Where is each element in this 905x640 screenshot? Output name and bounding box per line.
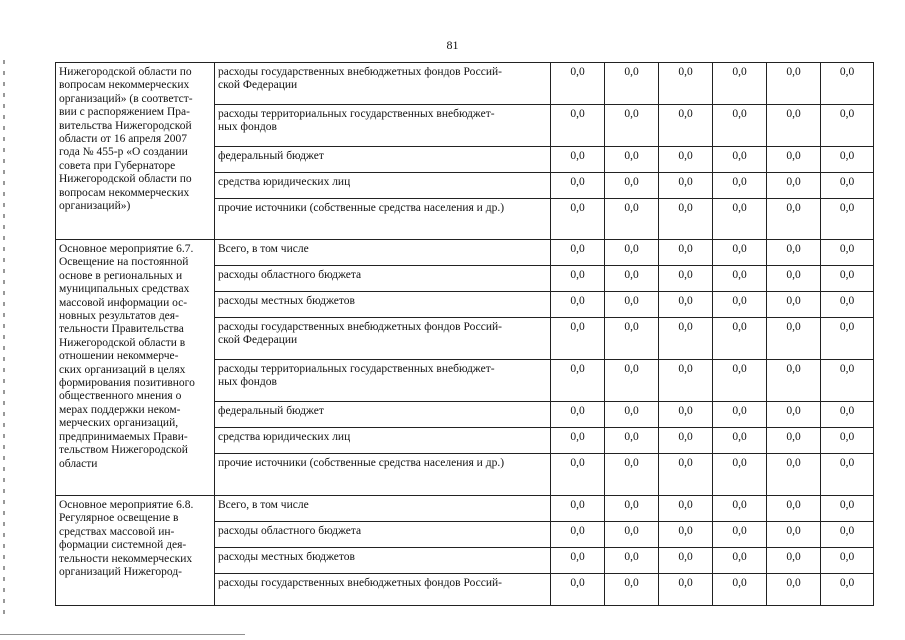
value-cell: 0,0 <box>551 173 605 199</box>
funding-source-text: федеральный бюджет <box>218 405 324 417</box>
program-text-line: Нижегородской области по <box>59 173 192 186</box>
funding-source-cell <box>215 63 551 105</box>
program-text-line: тельством Нижегородской <box>59 444 188 457</box>
funding-table <box>55 62 874 606</box>
funding-source-text: расходы местных бюджетов <box>218 551 355 563</box>
program-text-line: вопросам некоммерческих <box>59 79 190 92</box>
funding-source-cell <box>215 318 551 360</box>
funding-source-text: расходы областного бюджета <box>218 525 362 537</box>
table-row <box>56 240 874 266</box>
program-cell <box>56 240 215 496</box>
value-cell: 0,0 <box>551 292 605 318</box>
value-cell: 0,0 <box>767 496 821 522</box>
value-cell: 0,0 <box>767 147 821 173</box>
value-cell: 0,0 <box>821 360 874 402</box>
program-text-line: совета при Губернаторе <box>59 159 176 172</box>
value-cell: 0,0 <box>551 199 605 240</box>
funding-source-text: Всего, в том числе <box>218 499 309 511</box>
value-cell: 0,0 <box>713 574 767 606</box>
table-body <box>56 63 874 606</box>
value-cell: 0,0 <box>713 548 767 574</box>
funding-source-text: расходы территориальных государственных внебюджет- <box>218 108 495 120</box>
value-cell: 0,0 <box>605 266 659 292</box>
value-cell: 0,0 <box>713 522 767 548</box>
program-text-line: основе в региональных и <box>59 269 183 282</box>
program-text-line: вопросам некоммерческих <box>59 186 190 199</box>
funding-source-cell <box>215 240 551 266</box>
value-cell: 0,0 <box>713 240 767 266</box>
funding-source-text: ской Федерации <box>218 79 298 92</box>
value-cell: 0,0 <box>659 147 713 173</box>
funding-source-cell <box>215 496 551 522</box>
value-cell: 0,0 <box>659 318 713 360</box>
program-text-line: Нижегородской области по <box>59 66 192 78</box>
value-cell: 0,0 <box>767 292 821 318</box>
value-cell: 0,0 <box>821 173 874 199</box>
funding-source-text: расходы областного бюджета <box>218 269 362 281</box>
funding-source-cell <box>215 147 551 173</box>
funding-source-cell <box>215 574 551 606</box>
value-cell: 0,0 <box>767 522 821 548</box>
value-cell: 0,0 <box>767 428 821 454</box>
value-cell: 0,0 <box>821 548 874 574</box>
value-cell: 0,0 <box>821 402 874 428</box>
value-cell: 0,0 <box>605 360 659 402</box>
value-cell: 0,0 <box>821 105 874 147</box>
value-cell: 0,0 <box>551 548 605 574</box>
value-cell: 0,0 <box>821 292 874 318</box>
program-text-line: новных результатов дея- <box>59 310 179 323</box>
funding-source-cell <box>215 522 551 548</box>
value-cell: 0,0 <box>713 173 767 199</box>
value-cell: 0,0 <box>551 574 605 606</box>
program-text-line: ских организаций в целях <box>59 363 186 376</box>
value-cell: 0,0 <box>767 454 821 496</box>
funding-source-text: прочие источники (собственные средства населения и др.) <box>218 457 505 469</box>
program-text-line: формации системной дея- <box>59 539 187 552</box>
value-cell: 0,0 <box>551 402 605 428</box>
value-cell: 0,0 <box>659 63 713 105</box>
program-text-line: области от 16 апреля 2007 <box>59 133 188 146</box>
program-text-line: тельности некоммерческих <box>59 552 193 565</box>
funding-source-cell <box>215 548 551 574</box>
value-cell: 0,0 <box>605 105 659 147</box>
program-text-line: организаций» (в соответст- <box>59 92 193 105</box>
value-cell: 0,0 <box>821 318 874 360</box>
program-text-line: муниципальных средствах <box>59 283 190 296</box>
funding-source-text: Всего, в том числе <box>218 243 309 255</box>
value-cell: 0,0 <box>605 173 659 199</box>
value-cell: 0,0 <box>659 105 713 147</box>
program-text-line: тельности Правительства <box>59 323 184 336</box>
funding-source-cell <box>215 266 551 292</box>
value-cell: 0,0 <box>767 240 821 266</box>
value-cell: 0,0 <box>605 199 659 240</box>
value-cell: 0,0 <box>821 240 874 266</box>
value-cell: 0,0 <box>821 454 874 496</box>
value-cell: 0,0 <box>713 496 767 522</box>
value-cell: 0,0 <box>713 402 767 428</box>
funding-source-cell <box>215 292 551 318</box>
program-text-line: вительства Нижегородской <box>59 119 192 132</box>
value-cell: 0,0 <box>767 574 821 606</box>
value-cell: 0,0 <box>659 428 713 454</box>
value-cell: 0,0 <box>551 428 605 454</box>
program-text-line: предпринимаемых Прави- <box>59 430 188 443</box>
funding-source-text: ных фондов <box>218 121 277 134</box>
program-text-line: массовой информации ос- <box>59 296 188 309</box>
funding-source-cell <box>215 428 551 454</box>
value-cell: 0,0 <box>821 147 874 173</box>
value-cell: 0,0 <box>659 454 713 496</box>
program-text-line: формирования позитивного <box>59 377 195 390</box>
funding-source-text: средства юридических лиц <box>218 176 351 188</box>
value-cell: 0,0 <box>605 147 659 173</box>
value-cell: 0,0 <box>713 428 767 454</box>
value-cell: 0,0 <box>605 548 659 574</box>
funding-source-cell <box>215 454 551 496</box>
value-cell: 0,0 <box>713 199 767 240</box>
program-text-line: области <box>59 457 98 470</box>
value-cell: 0,0 <box>767 266 821 292</box>
program-text-line: средствах массовой ин- <box>59 525 175 538</box>
program-text-line: года № 455-р «О создании <box>59 146 188 159</box>
value-cell: 0,0 <box>659 199 713 240</box>
value-cell: 0,0 <box>605 496 659 522</box>
value-cell: 0,0 <box>767 360 821 402</box>
program-text-line: Основное мероприятие 6.7. <box>59 243 194 255</box>
value-cell: 0,0 <box>659 548 713 574</box>
value-cell: 0,0 <box>605 240 659 266</box>
funding-source-cell <box>215 360 551 402</box>
value-cell: 0,0 <box>713 318 767 360</box>
value-cell: 0,0 <box>605 574 659 606</box>
program-text-line: общественного мнения о <box>59 390 182 403</box>
value-cell: 0,0 <box>551 454 605 496</box>
value-cell: 0,0 <box>713 105 767 147</box>
funding-source-text: расходы территориальных государственных внебюджет- <box>218 363 495 375</box>
value-cell: 0,0 <box>605 454 659 496</box>
funding-source-text: расходы государственных внебюджетных фондов Россий- <box>218 577 502 589</box>
value-cell: 0,0 <box>659 360 713 402</box>
funding-source-text: федеральный бюджет <box>218 150 324 162</box>
value-cell: 0,0 <box>659 496 713 522</box>
value-cell: 0,0 <box>767 199 821 240</box>
program-text-line: Нижегородской области в <box>59 336 186 349</box>
value-cell: 0,0 <box>605 318 659 360</box>
value-cell: 0,0 <box>605 402 659 428</box>
value-cell: 0,0 <box>551 318 605 360</box>
binding-marks <box>3 60 5 620</box>
value-cell: 0,0 <box>821 63 874 105</box>
value-cell: 0,0 <box>659 240 713 266</box>
table-row <box>56 63 874 105</box>
value-cell: 0,0 <box>605 428 659 454</box>
value-cell: 0,0 <box>767 105 821 147</box>
funding-source-cell <box>215 199 551 240</box>
value-cell: 0,0 <box>551 240 605 266</box>
value-cell: 0,0 <box>551 105 605 147</box>
value-cell: 0,0 <box>659 574 713 606</box>
funding-source-text: средства юридических лиц <box>218 431 351 443</box>
value-cell: 0,0 <box>659 522 713 548</box>
value-cell: 0,0 <box>659 266 713 292</box>
value-cell: 0,0 <box>767 173 821 199</box>
program-text-line: мерческих организаций, <box>59 417 179 430</box>
value-cell: 0,0 <box>551 522 605 548</box>
funding-source-cell <box>215 402 551 428</box>
program-text-line: отношении некоммерче- <box>59 350 179 363</box>
funding-source-text: расходы государственных внебюджетных фондов Россий- <box>218 321 502 333</box>
value-cell: 0,0 <box>821 574 874 606</box>
funding-source-cell <box>215 105 551 147</box>
value-cell: 0,0 <box>605 292 659 318</box>
program-text-line: Регулярное освещение в <box>59 512 179 525</box>
bottom-rule <box>0 634 245 635</box>
value-cell: 0,0 <box>551 496 605 522</box>
value-cell: 0,0 <box>605 522 659 548</box>
funding-source-text: ных фондов <box>218 376 277 389</box>
program-text-line: Освещение на постоянной <box>59 256 189 269</box>
value-cell: 0,0 <box>551 147 605 173</box>
funding-source-cell <box>215 173 551 199</box>
value-cell: 0,0 <box>821 428 874 454</box>
funding-source-text: расходы местных бюджетов <box>218 295 355 307</box>
page-number: 81 <box>446 38 459 52</box>
value-cell: 0,0 <box>767 548 821 574</box>
funding-source-text: расходы государственных внебюджетных фондов Россий- <box>218 66 502 78</box>
value-cell: 0,0 <box>713 454 767 496</box>
program-text-line: организаций») <box>59 200 131 213</box>
value-cell: 0,0 <box>713 147 767 173</box>
value-cell: 0,0 <box>659 402 713 428</box>
program-cell <box>56 63 215 240</box>
value-cell: 0,0 <box>551 360 605 402</box>
value-cell: 0,0 <box>767 63 821 105</box>
value-cell: 0,0 <box>767 402 821 428</box>
value-cell: 0,0 <box>713 266 767 292</box>
program-text-line: организаций Нижегород- <box>59 566 183 579</box>
funding-source-text: ской Федерации <box>218 334 298 347</box>
value-cell: 0,0 <box>821 496 874 522</box>
value-cell: 0,0 <box>713 292 767 318</box>
value-cell: 0,0 <box>551 266 605 292</box>
value-cell: 0,0 <box>605 63 659 105</box>
value-cell: 0,0 <box>713 63 767 105</box>
program-text-line: мерах поддержки неком- <box>59 403 181 416</box>
program-text-line: вии с распоряжением Пра- <box>59 106 190 119</box>
value-cell: 0,0 <box>551 63 605 105</box>
funding-source-text: прочие источники (собственные средства населения и др.) <box>218 202 505 214</box>
value-cell: 0,0 <box>767 318 821 360</box>
value-cell: 0,0 <box>821 522 874 548</box>
program-text-line: Основное мероприятие 6.8. <box>59 499 194 511</box>
value-cell: 0,0 <box>821 266 874 292</box>
table-row <box>56 496 874 522</box>
value-cell: 0,0 <box>659 173 713 199</box>
value-cell: 0,0 <box>659 292 713 318</box>
program-cell <box>56 496 215 606</box>
value-cell: 0,0 <box>821 199 874 240</box>
value-cell: 0,0 <box>713 360 767 402</box>
